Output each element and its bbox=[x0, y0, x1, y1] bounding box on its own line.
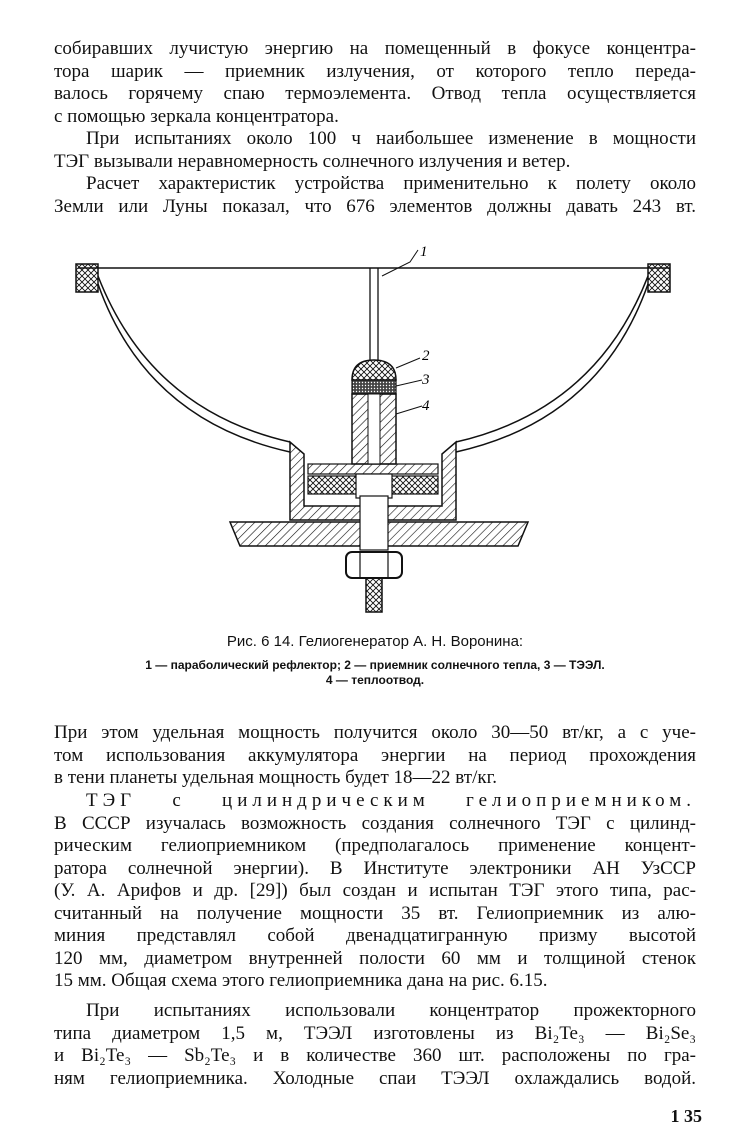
text-line: ТЭГ вызывали неравномерность солнечного излучения и ветер. bbox=[54, 150, 571, 172]
label-4: 4 bbox=[422, 398, 430, 414]
paragraph-specific-power bbox=[54, 722, 696, 790]
text-line: При испытаниях использовали концентратор прожекторного bbox=[86, 1000, 696, 1021]
text-line: рическим гелиоприемником (предполагалось применение концент- bbox=[54, 835, 696, 856]
text-line: собиравших лучистую энергию на помещенный в фокусе концентра- bbox=[54, 38, 696, 59]
text-line: (У. А. Арифов и др. [29]) был создан и испытан ТЭГ этого типа, рас- bbox=[54, 880, 696, 901]
text-line: миния представлял собой двенадцатигранную призму высотой bbox=[54, 925, 696, 946]
text-line: ням гелиоприемника. Холодные спаи ТЭЭЛ охлаждались водой. bbox=[54, 1067, 696, 1089]
label-1: 1 bbox=[420, 244, 428, 260]
text-line: с помощью зеркала концентратора. bbox=[54, 105, 339, 127]
paragraph-tests-concentrator bbox=[54, 1000, 696, 1090]
text-line: валось горячему спаю термоэлемента. Отвод тепла осуществляется bbox=[54, 83, 696, 104]
text-line: типа диаметром 1,5 м, ТЭЭЛ изготовлены из Bi₂Te₃ — Bi₂Se₃ bbox=[54, 1022, 696, 1044]
paragraph-calculation bbox=[54, 173, 696, 218]
text-line: Расчет характеристик устройства применительно к полету около bbox=[86, 173, 696, 194]
figure-caption-title: Рис. 6 14. Гелиогенератор А. Н. Воронина: bbox=[226, 633, 524, 650]
bolt bbox=[366, 578, 382, 612]
text-line: 15 мм. Общая схема этого гелиоприемника дана на рис. 6.15. bbox=[54, 970, 548, 991]
text-line: В СССР изучалась возможность создания солнечного ТЭГ с цилинд- bbox=[54, 812, 696, 834]
text-line: 120 мм, диаметром внутренней полости 60 мм и толщиной стенок bbox=[54, 947, 696, 969]
text-line: и Bi₂Te₃ — Sb₂Te₃ и в количестве 360 шт. расположены по гра- bbox=[54, 1045, 696, 1066]
figure-caption-legend: 1 — параболический рефлектор; 2 — приемник солнечного тепла, 3 — ТЭЭЛ. bbox=[145, 658, 605, 672]
heliogenerator-figure bbox=[70, 240, 690, 630]
figure-caption-legend-2: 4 — теплоотвод. bbox=[325, 673, 425, 687]
page-number: 1 35 bbox=[670, 1106, 702, 1126]
text-line: в тени планеты удельная мощность будет 18—22 вт/кг. bbox=[54, 767, 497, 788]
thermoelement bbox=[352, 380, 396, 394]
rim-left bbox=[76, 264, 98, 292]
paragraph-cylindrical bbox=[54, 790, 696, 993]
paragraph-tests bbox=[54, 128, 696, 173]
text-line: считанный на получение мощности 35 вт. Гелиоприемник из алю- bbox=[54, 902, 696, 924]
text-line: При испытаниях около 100 ч наибольшее изменение в мощности bbox=[86, 128, 696, 149]
label-3: 3 bbox=[422, 372, 430, 388]
text-line: том использования аккумулятора энергии на период прохождения bbox=[54, 744, 696, 766]
text-line: тора шарик — приемник излучения, от которого тепло переда- bbox=[54, 60, 696, 82]
text-line: Земли или Луны показал, что 676 элементов должны давать 243 вт. bbox=[54, 195, 696, 217]
text-line: ратора солнечной энергии). В Институте электроники АН УзССР bbox=[54, 857, 696, 879]
paragraph-top bbox=[54, 38, 696, 128]
text-line: При этом удельная мощность получится около 30—50 вт/кг, а с уче- bbox=[54, 722, 696, 743]
heat-receiver bbox=[352, 360, 396, 380]
label-2: 2 bbox=[422, 348, 430, 364]
section-heading: ТЭГ с цилиндрическим гелиоприемником. bbox=[86, 790, 696, 811]
nut bbox=[346, 552, 402, 578]
rim-right bbox=[648, 264, 670, 292]
